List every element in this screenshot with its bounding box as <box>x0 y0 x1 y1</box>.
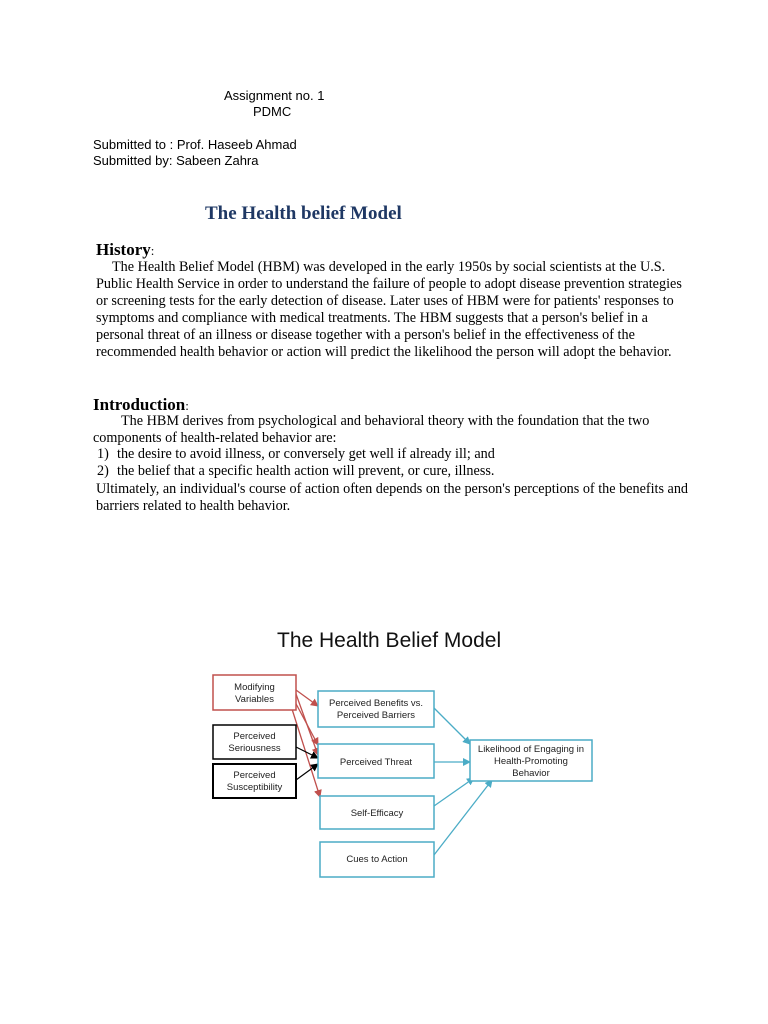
arrow-efficacy-to-likelihood <box>434 778 474 806</box>
diagram-title: The Health Belief Model <box>277 629 502 652</box>
box-label: Modifying <box>234 682 275 693</box>
list-item-text: the desire to avoid illness, or conversely get well if already ill; and <box>117 446 495 462</box>
box-perceived-susceptibility <box>213 764 296 798</box>
box-label: Perceived Threat <box>339 757 413 768</box>
arrow-cues-to-likelihood <box>434 780 492 855</box>
box-label: Perceived <box>233 731 276 742</box>
box-cues-to-action <box>320 842 434 877</box>
box-perceived-benefits-barriers <box>318 691 434 727</box>
box-perceived-threat <box>318 744 434 778</box>
box-label: Behavior <box>512 768 550 779</box>
box-perceived-seriousness <box>213 725 296 759</box>
introduction-closing: Ultimately, an individual's course of action often depends on the person's perceptions of the benefits and barriers related to health behavior. <box>96 481 689 514</box>
box-label: Self-Efficacy <box>350 808 404 819</box>
document-title: The Health belief Model <box>205 203 402 224</box>
box-label: Health-Promoting <box>494 756 568 767</box>
box-label: Perceived <box>233 770 276 781</box>
list-item-number: 1) <box>97 446 109 462</box>
history-heading-text: History <box>96 240 151 259</box>
history-heading-colon: : <box>150 243 155 258</box>
arrow-modifying-to-threat-2 <box>294 700 318 745</box>
box-label: Perceived Barriers <box>336 710 416 721</box>
arrow-susceptibility-to-threat <box>296 764 318 780</box>
list-item-number: 2) <box>97 463 109 479</box>
box-label: Cues to Action <box>346 854 408 865</box>
box-label: Variables <box>235 694 274 705</box>
submitted-by: Submitted by: Sabeen Zahra <box>93 153 259 168</box>
introduction-heading-text: Introduction <box>93 395 186 414</box>
box-label: Likelihood of Engaging in <box>477 744 585 755</box>
arrow-benefits-to-likelihood <box>434 708 470 744</box>
introduction-paragraph: The HBM derives from psychological and behavioral theory with the foundation that the two components of health-related behavior are: <box>93 413 650 446</box>
box-self-efficacy <box>320 796 434 829</box>
box-label: Seriousness <box>228 743 281 754</box>
box-label: Perceived Benefits vs. <box>329 698 423 709</box>
history-paragraph: The Health Belief Model (HBM) was developed in the early 1950s by social scientists at the U.S. Public Health Service in order to understand the failure of people to adopt disease prevention strategies or screening tests for the early detection of disease. Later uses of HBM were for patients' responses to symptoms and compliance with medical treatments. The HBM suggests that a person's belief in a personal threat of an illness or disease together with a person's belief in the effectiveness of the recommended health behavior or action will predict the likelihood the person will adopt the behavior. <box>96 259 682 360</box>
submitted-to: Submitted to : Prof. Haseeb Ahmad <box>93 137 297 152</box>
introduction-heading-colon: : <box>185 398 189 413</box>
course-name: PDMC <box>253 104 292 119</box>
assignment-number: Assignment no. 1 <box>224 88 325 103</box>
box-likelihood-of-engaging <box>470 740 592 781</box>
box-label: Susceptibility <box>226 782 283 793</box>
box-modifying-variables <box>213 675 296 710</box>
list-item-text: the belief that a specific health action will prevent, or cure, illness. <box>117 463 495 479</box>
